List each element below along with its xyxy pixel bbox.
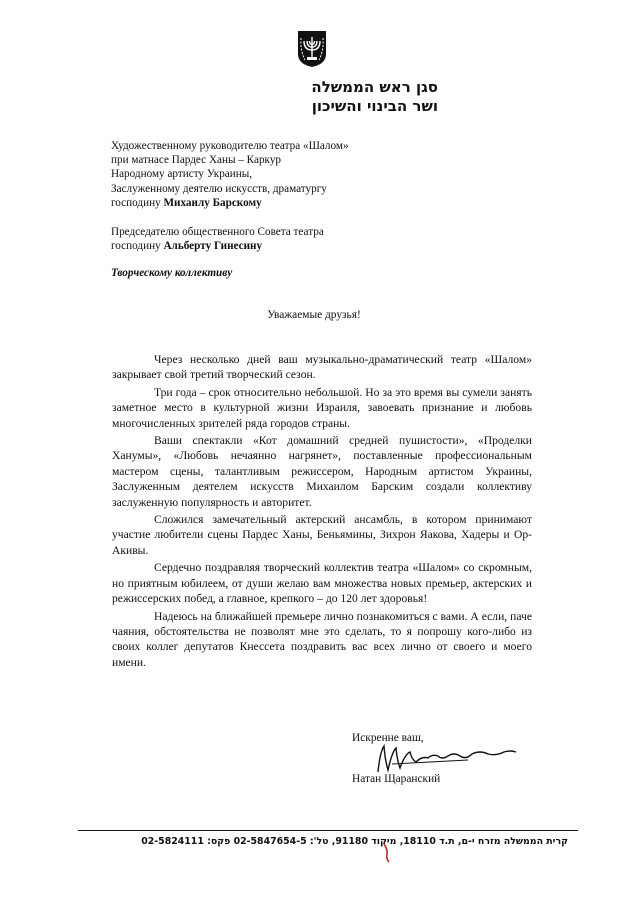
office-title-line2: ושר הבינוי והשיכון [311,97,438,115]
office-title-line1: סגן ראש הממשלה [311,78,438,96]
recipient-block-1 [111,139,531,210]
state-emblem-icon [297,30,327,68]
recipient-line: Народному артисту Украины, [111,168,253,181]
paragraph: Сложился замечательный актерский ансамбль, в котором принимают участие любители сцены Пардес Ханы, Беньямины, Зихрон Яакова, Хадеры и Ор-Акивы. [112,513,532,557]
footer-phone: 02-5847654-5 [233,836,307,847]
recipient-name: Альберту Гинесину [163,240,263,253]
footer-contact [78,836,568,847]
letter-body [112,352,532,672]
recipient-line: Художественному руководителю театра «Шалом» [111,140,349,152]
handwritten-signature [372,742,522,776]
recipient-name-prefix: господину [111,196,161,209]
paragraph: Три года – срок относительно небольшой. Но за это время вы сумели занять заметное место в культурной жизни Израиля, завоевать признание и любовь многочисленных зрителей ряда городов страны. [112,385,532,430]
recipient-block-2 [111,225,531,253]
paragraph: Через несколько дней ваш музыкально-драматический театр «Шалом» закрывает свой третий творческий сезон. [112,353,532,382]
signer-name: Натан Щаранский [352,773,441,785]
greeting: Уважаемые друзья! [267,309,361,321]
recipient-line: Председателю общественного Совета театра [111,226,324,238]
recipient-line: при матнасе Пардес Ханы – Каркур [111,154,282,167]
footer-fax-label: פקס: [207,836,231,847]
pen-mark [382,842,392,864]
recipient-name-prefix: господину [111,240,161,253]
paragraph: Надеюсь на ближайшей премьере лично познакомиться с вами. А если, паче чаяния, обстоятельства не позволят мне это сделать, то я попрошу кого-либо из своих коллег депутатов Кнессета поздравить вас всех лично от своего и моего имени. [112,609,532,669]
recipient-name-line [111,239,531,253]
recipient-line: Заслуженному деятелю искусств, драматургу [111,182,327,195]
footer-address: קרית הממשלה מזרח י-ם, ת.ד 18110, מיקוד 91180, טל': [309,836,568,847]
recipient-name: Михаилу Барскому [163,196,262,209]
recipient-name-line [111,196,531,210]
footer-fax: 02-5824111 [141,836,204,847]
footer-divider [78,830,578,831]
paragraph: Сердечно поздравляя творческий коллектив театра «Шалом» со скромным, но приятным юбилеем, от души желаю вам множества новых премьер, актерских и режиссерских побед, а главное, крепкого – до 120 лет здоровья! [112,561,532,606]
recipient-block-3: Творческому коллективу [111,267,233,279]
closing: Искренне ваш, [352,732,424,744]
paragraph: Ваши спектакли «Кот домашний средней пушистости», «Проделки Ханумы», «Любовь нечаянно нагрянет», поставленные профессиональным мастером сцены, талантливым режиссером, Народным артистом Украины, Заслуженным деятелем искусств Михаилом Барским создали коллективу заслуженную популярность и авторитет. [112,434,532,509]
